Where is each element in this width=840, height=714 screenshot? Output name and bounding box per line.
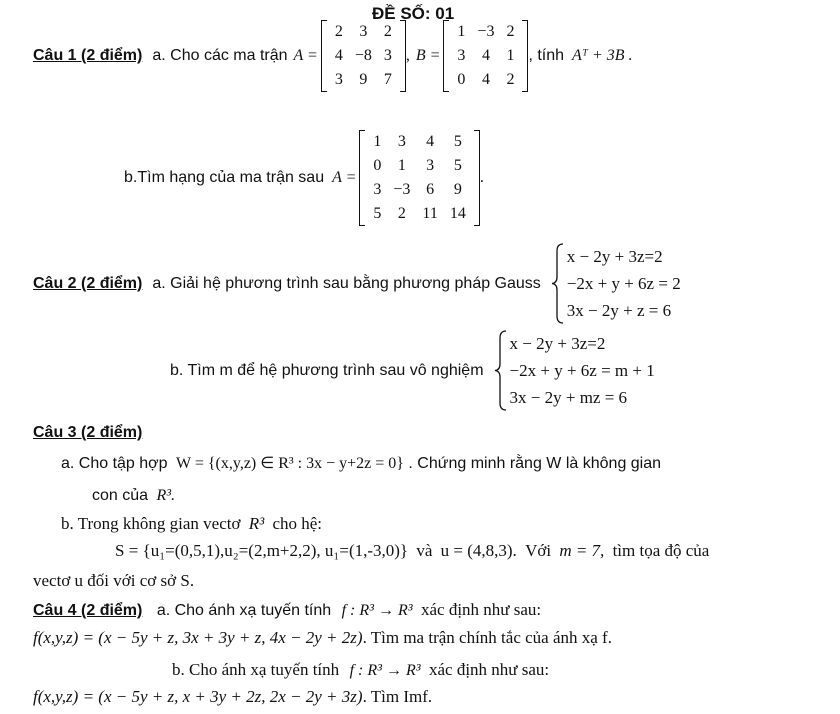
q4-b-line1 — [172, 660, 549, 680]
matrix-a — [321, 20, 406, 92]
matrix-a2-cell: 6 — [426, 181, 435, 198]
q2-a-line — [33, 243, 681, 324]
q3-b-line1-text: b. Trong không gian vectơ — [61, 514, 241, 533]
matrix-a2-row — [367, 130, 471, 154]
q1-a-expr: Aᵀ + 3B . — [572, 47, 633, 64]
matrix-a2-row — [367, 178, 471, 202]
matrix-sep: , — [405, 47, 410, 64]
q3-a-line2-text: con của — [92, 487, 149, 504]
matrix-a2-cell: 9 — [453, 181, 462, 198]
q4-a-task: . Tìm ma trận chính tắc của ánh xạ f. — [362, 628, 612, 647]
q2-a-text: a. Giải hệ phương trình sau bằng phương pháp Gauss — [152, 274, 541, 292]
q2-heading: Câu 2 (2 điểm) — [33, 274, 143, 292]
matrix-a-cell: 2 — [383, 23, 392, 40]
matrix-a2-cell: 3 — [397, 133, 406, 150]
q4-a-map: f : R³ → R³ — [341, 602, 413, 619]
matrix-a2-cell: 11 — [422, 205, 438, 222]
system-b-eq3: 3x − 2y + mz = 6 — [509, 388, 628, 407]
system-b-eq2: −2x + y + 6z = m + 1 — [509, 361, 655, 380]
matrix-a-cell: 3 — [334, 71, 343, 88]
matrix-b-cell: 0 — [457, 71, 466, 88]
brace-icon — [494, 330, 508, 411]
q4-b-formula: f(x,y,z) = (x − 5y + z, x + 3y + 2z, 2x − 2y + 3z) — [33, 687, 363, 706]
matrix-a-cell: −8 — [354, 47, 372, 64]
matrix-a2-cell: 0 — [373, 157, 382, 174]
matrix-a-row — [329, 20, 398, 44]
system-a-eq3: 3x − 2y + z = 6 — [566, 301, 672, 320]
matrix-a2-cell: 5 — [453, 133, 462, 150]
q3-a-line2 — [92, 487, 175, 505]
q4-b-line2 — [33, 687, 432, 707]
matrix-a-cell: 9 — [359, 71, 368, 88]
q3-a-r3: R³. — [156, 487, 176, 504]
matrix-a2 — [359, 130, 479, 226]
q3-a-line1 — [61, 453, 661, 473]
q3-b-line3: vectơ u đối với cơ sở S. — [33, 571, 195, 590]
matrix-a2-label: A = — [332, 169, 357, 186]
matrix-a-row — [329, 44, 398, 68]
matrix-a-cell: 3 — [359, 23, 368, 40]
matrix-a-cell: 7 — [383, 71, 392, 88]
matrix-a2-cell: −3 — [393, 181, 411, 198]
matrix-b — [443, 20, 528, 92]
matrix-b-row — [451, 44, 520, 68]
matrix-a2-cell: 4 — [426, 133, 435, 150]
matrix-b-cell: 1 — [457, 23, 466, 40]
q4-a-text: a. Cho ánh xạ tuyến tính — [156, 602, 332, 619]
q4-b-map: f : R³ → R³ — [349, 662, 421, 679]
matrix-b-cell: 3 — [457, 47, 466, 64]
q3-heading: Câu 3 (2 điểm) — [33, 424, 143, 441]
q2-b-text: b. Tìm m để hệ phương trình sau vô nghiệm — [170, 361, 484, 379]
matrix-a2-cell: 1 — [373, 133, 382, 150]
q1-a-tail: , tính — [528, 47, 565, 64]
q3-b-line1-tail: cho hệ: — [272, 514, 323, 533]
q1-b-text: b.Tìm hạng của ma trận sau — [124, 169, 325, 186]
q1-b-line — [124, 130, 484, 226]
q3-b-with: Với — [525, 541, 552, 560]
matrix-a2-cell: 5 — [373, 205, 382, 222]
matrix-b-cell: 4 — [481, 47, 490, 64]
q3-b-m: m = 7, — [559, 541, 605, 560]
matrix-a2-cell: 5 — [453, 157, 462, 174]
q3-b-r3: R³ — [248, 514, 265, 533]
matrix-a-row — [329, 68, 398, 92]
q4-heading: Câu 4 (2 điểm) — [33, 602, 143, 619]
system-a-eq2: −2x + y + 6z = 2 — [566, 274, 681, 293]
matrix-b-label: B = — [415, 47, 441, 64]
q3-a-pre: a. Cho tập hợp — [61, 455, 168, 472]
matrix-b-cell: 2 — [506, 23, 515, 40]
matrix-a2-cell: 3 — [373, 181, 382, 198]
q4-b-text: b. Cho ánh xạ tuyến tính — [172, 660, 340, 679]
matrix-b-cell: 1 — [506, 47, 515, 64]
brace-icon — [551, 243, 565, 324]
q3-b-tail: tìm tọa độ của — [612, 541, 710, 560]
matrix-a2-row — [367, 154, 471, 178]
matrix-b-row — [451, 68, 520, 92]
matrix-a2-row — [367, 202, 471, 226]
q4-b-text2: xác định như sau: — [428, 660, 550, 679]
matrix-a-label: A = — [293, 47, 318, 64]
q3-b-u: u = (4,8,3). — [440, 541, 517, 560]
matrix-a2-cell: 1 — [397, 157, 406, 174]
q3-b-line1 — [61, 514, 322, 534]
system-b — [494, 330, 655, 411]
q1-a-line — [33, 20, 633, 92]
page-title: ĐỀ SỐ: 01 — [372, 4, 455, 23]
q3-b-line2 — [115, 541, 709, 561]
q3-a-set: W = {(x,y,z) ∈ R³ : 3x − y+2z = 0} — [176, 455, 404, 472]
q4-a-line1 — [33, 600, 541, 620]
matrix-a2-cell: 3 — [426, 157, 435, 174]
matrix-b-cell: 2 — [506, 71, 515, 88]
q2-b-line — [170, 330, 655, 411]
system-a-eq1: x − 2y + 3z=2 — [566, 247, 663, 266]
matrix-a-cell: 4 — [334, 47, 343, 64]
q3-b-set: S = {u₁=(0,5,1),u₂=(2,m+2,2), u₁=(1,-3,0)} — [115, 541, 409, 560]
matrix-b-row — [451, 20, 520, 44]
system-b-eq1: x − 2y + 3z=2 — [509, 334, 606, 353]
matrix-a2-cell: 14 — [449, 205, 466, 222]
matrix-b-cell: −3 — [477, 23, 495, 40]
system-a — [551, 243, 681, 324]
q3-b-mid: và — [416, 541, 433, 560]
q4-a-formula: f(x,y,z) = (x − 5y + z, 3x + 3y + z, 4x − 2y + 2z) — [33, 628, 363, 647]
q1-a-text: a. Cho các ma trận — [152, 47, 288, 64]
matrix-a2-cell: 2 — [397, 205, 406, 222]
q4-a-text2: xác định như sau: — [420, 600, 542, 619]
q1-b-tail: . — [479, 169, 484, 186]
matrix-a-cell: 3 — [383, 47, 392, 64]
matrix-b-cell: 4 — [481, 71, 490, 88]
q1-heading: Câu 1 (2 điểm) — [33, 47, 143, 64]
q3-a-post: . Chứng minh rằng W là không gian — [408, 455, 662, 472]
matrix-a-cell: 2 — [334, 23, 343, 40]
q4-a-line2 — [33, 628, 612, 648]
q4-b-task: . Tìm Imf. — [362, 687, 433, 706]
